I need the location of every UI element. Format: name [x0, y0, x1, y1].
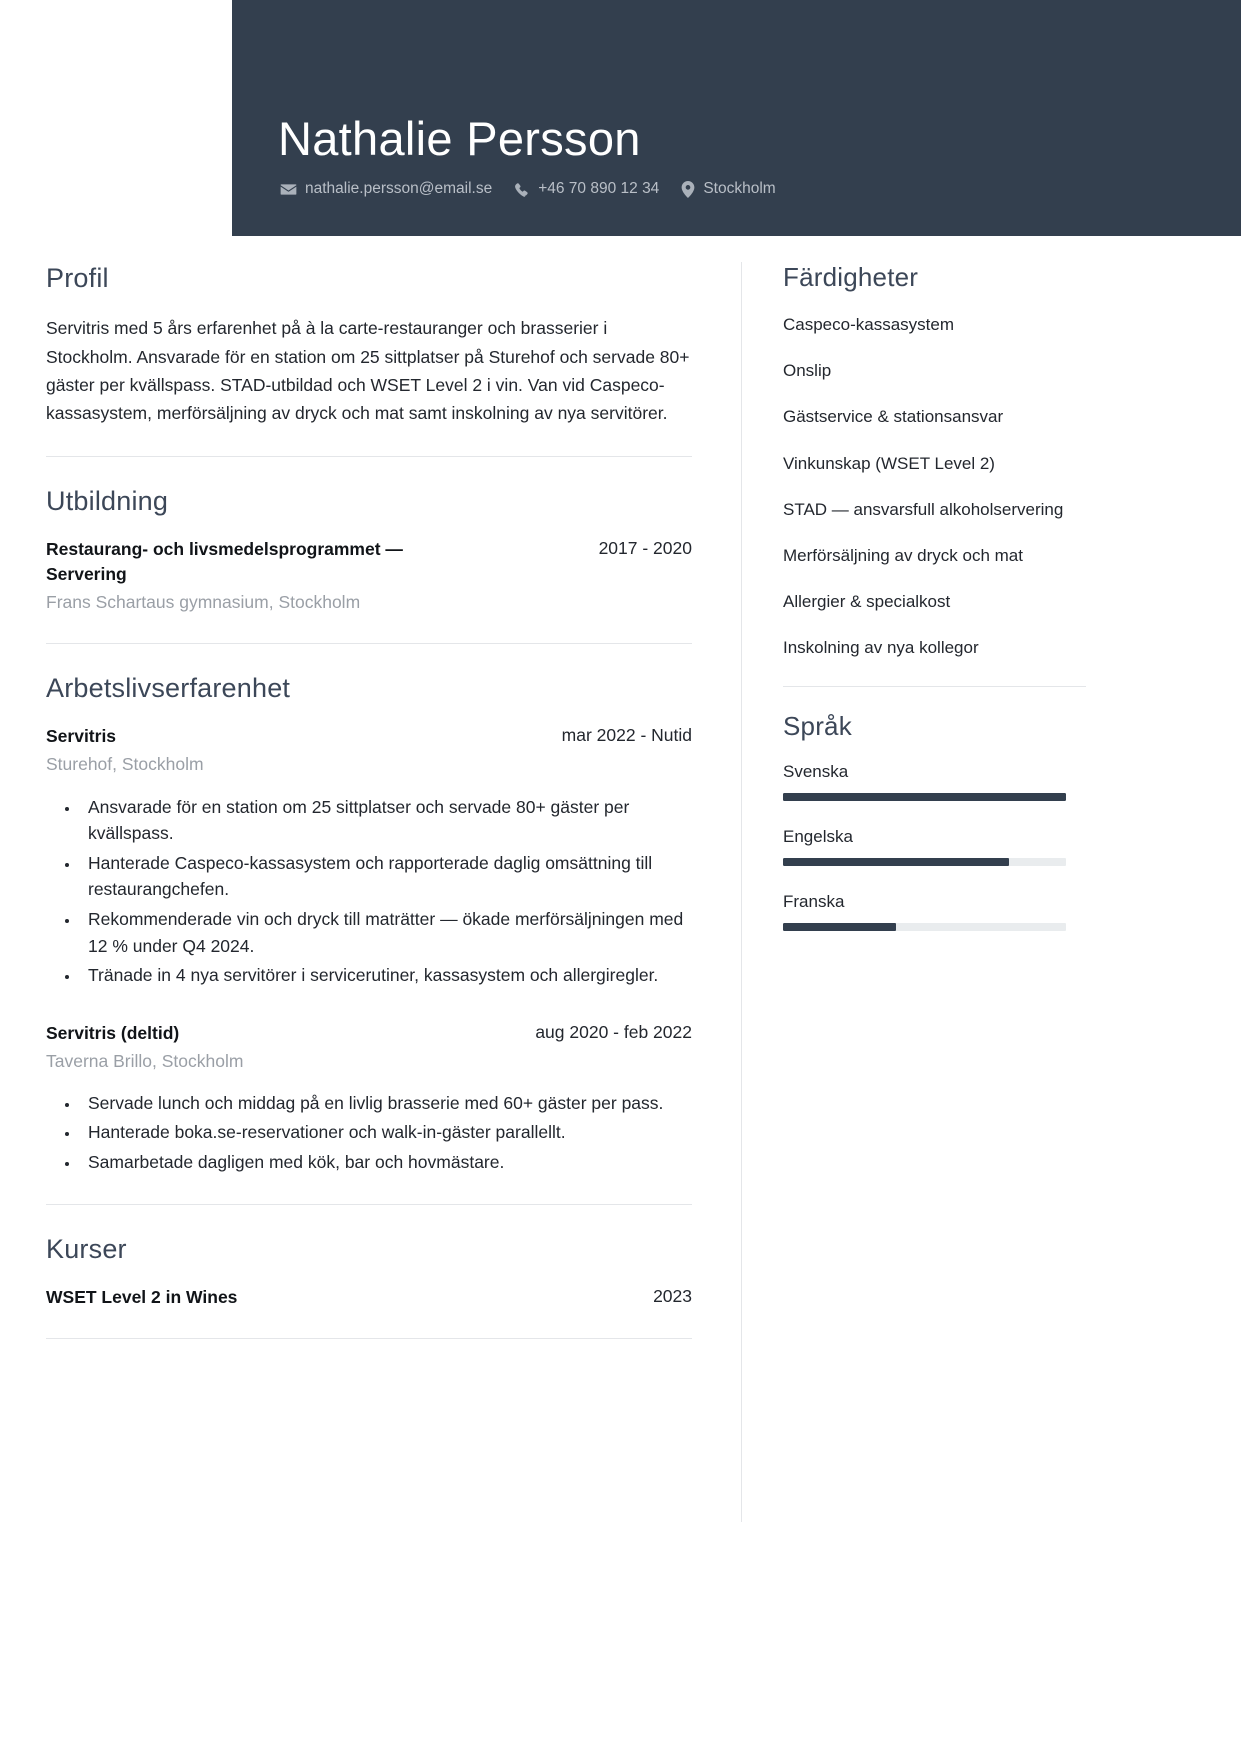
- list-item: Merförsäljning av dryck och mat: [783, 545, 1023, 565]
- education-date: 2017 - 2020: [598, 538, 692, 559]
- page-title: Nathalie Persson: [278, 111, 641, 165]
- experience-entry: [46, 724, 692, 988]
- divider: [46, 1204, 692, 1205]
- contact-phone-value: +46 70 890 12 34: [538, 180, 660, 197]
- section-title-courses: Kurser: [46, 1233, 127, 1264]
- divider: [46, 643, 692, 644]
- education-entry: [46, 537, 692, 615]
- list-item: • Samarbetade dagligen med kök, bar och hovmästare.: [80, 1149, 692, 1176]
- experience-employer: Taverna Brillo, Stockholm: [46, 1050, 244, 1071]
- language-level-track: [783, 793, 1066, 801]
- list-item: STAD — ansvarsfull alkoholservering: [783, 499, 1064, 519]
- education-entry-head: [46, 537, 692, 587]
- section-languages: [783, 711, 1086, 931]
- list-item: Allergier & specialkost: [783, 591, 951, 611]
- course-name: WSET Level 2 in Wines: [46, 1287, 238, 1307]
- experience-bullets: [80, 794, 692, 989]
- language-name: Engelska: [783, 827, 853, 847]
- experience-entry: [46, 1021, 692, 1176]
- language-item: [783, 762, 1086, 801]
- phone-icon: [514, 181, 530, 197]
- main-column: [46, 262, 692, 1367]
- section-title-languages: Språk: [783, 711, 852, 742]
- language-name: Svenska: [783, 762, 849, 782]
- contact-location: [681, 180, 775, 198]
- education-degree: Restaurang- och livsmedelsprogrammet — Servering: [46, 539, 403, 584]
- language-level-track: [783, 858, 1066, 866]
- language-level-fill: [783, 858, 1009, 866]
- sidebar: [741, 262, 1086, 1522]
- section-title-skills: Färdigheter: [783, 262, 919, 292]
- language-level-fill: [783, 793, 1066, 801]
- experience-date: aug 2020 - feb 2022: [535, 1021, 692, 1042]
- divider: [46, 456, 692, 457]
- list-item: Onslip: [783, 361, 832, 381]
- section-education: [46, 485, 692, 615]
- contact-email: [280, 180, 492, 198]
- contact-location-value: Stockholm: [703, 180, 776, 197]
- list-item: Gästservice & stationsansvar: [783, 407, 1004, 427]
- section-profile: [46, 262, 692, 428]
- contact-row: [278, 180, 1241, 198]
- contact-email-value: nathalie.persson@email.se: [305, 180, 493, 197]
- contact-phone: [514, 180, 659, 198]
- divider: [783, 686, 1086, 687]
- language-item: [783, 892, 1086, 931]
- list-item: • Servade lunch och middag på en livlig brasserie med 60+ gäster per pass.: [80, 1090, 692, 1117]
- experience-date: mar 2022 - Nutid: [561, 725, 692, 746]
- list-item: • Tränade in 4 nya servitörer i servicerutiner, kassasystem och allergiregler.: [80, 962, 692, 989]
- section-title-profile: Profil: [46, 263, 109, 293]
- section-experience: [46, 672, 692, 1176]
- experience-role: Servitris (deltid): [46, 1022, 180, 1043]
- language-name: Franska: [783, 892, 845, 912]
- course-date: 2023: [653, 1286, 692, 1306]
- divider: [46, 1338, 692, 1339]
- language-level-track: [783, 923, 1066, 931]
- list-item: • Ansvarade för en station om 25 sittplatser och servade 80+ gäster per kvällspass.: [80, 794, 692, 847]
- section-skills: [783, 262, 1086, 660]
- location-pin-icon: [681, 181, 695, 198]
- section-courses: [46, 1233, 692, 1310]
- experience-employer: Sturehof, Stockholm: [46, 754, 204, 775]
- list-item: Caspeco-kassasystem: [783, 315, 955, 335]
- language-level-fill: [783, 923, 896, 931]
- language-item: [783, 827, 1086, 866]
- envelope-icon: [280, 181, 297, 198]
- list-item: Vinkunskap (WSET Level 2): [783, 453, 995, 473]
- profile-summary: Servitris med 5 års erfarenhet på à la carte-restauranger och brasserier i Stockholm. Ansvarade för en station om 25 sittplatser på Sturehof och servade 80+ gäster per kvällspass. STAD-utbildad och WSET Level 2 i vin. Van vid Caspeco-kassasystem, merförsäljning av dryck och mat samt inskolning av nya servitörer.: [46, 318, 690, 424]
- experience-role: Servitris: [46, 726, 117, 747]
- course-entry: [46, 1285, 692, 1310]
- experience-bullets: [80, 1090, 692, 1176]
- experience-entry-head: [46, 1021, 692, 1046]
- education-school: Frans Schartaus gymnasium, Stockholm: [46, 591, 361, 612]
- list-item: • Hanterade boka.se-reservationer och walk-in-gäster parallellt.: [80, 1119, 692, 1146]
- resume-header: [232, 0, 1241, 236]
- list-item: Inskolning av nya kollegor: [783, 638, 979, 658]
- experience-entry-head: [46, 724, 692, 749]
- course-entry-head: [46, 1285, 692, 1310]
- section-title-education: Utbildning: [46, 485, 169, 516]
- section-title-experience: Arbetslivserfarenhet: [46, 673, 291, 704]
- list-item: • Hanterade Caspeco-kassasystem och rapporterade daglig omsättning till restaurangchefen.: [80, 850, 692, 903]
- list-item: • Rekommenderade vin och dryck till maträtter — ökade merförsäljningen med 12 % under Q4 2024.: [80, 906, 692, 959]
